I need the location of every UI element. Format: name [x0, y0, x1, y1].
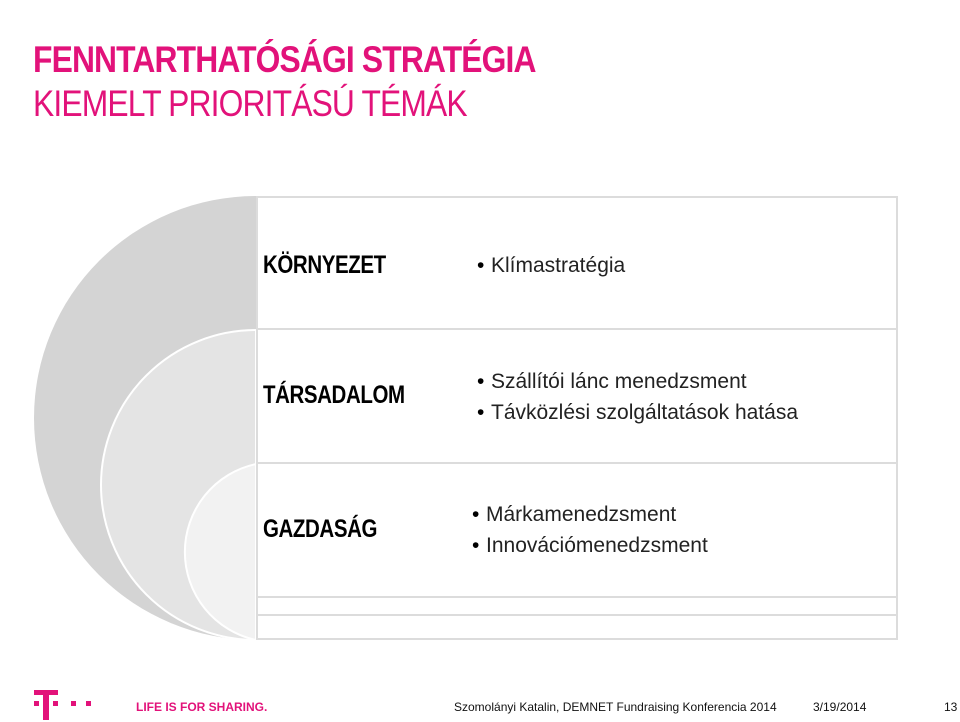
bullet-icon: • [472, 503, 480, 526]
slide-title: FENNTARTHATÓSÁGI STRATÉGIA [33, 39, 536, 80]
bullet-text: Klímastratégia [491, 254, 626, 277]
bullet-icon: • [477, 254, 485, 277]
list-item [477, 397, 798, 428]
slide-subtitle: KIEMELT PRIORITÁSÚ TÉMÁK [33, 83, 467, 124]
panel-empty-1 [256, 596, 898, 616]
page-number: 13 [944, 700, 958, 714]
footer-presenter: Szomolányi Katalin, DEMNET Fundraising Konferencia 2014 [454, 700, 777, 714]
brand-tagline: LIFE IS FOR SHARING. [136, 700, 268, 714]
telekom-t-logo-icon [34, 690, 100, 720]
bullet-icon: • [477, 401, 485, 424]
bullet-list-society [477, 366, 798, 428]
bullet-text: Márkamenedzsment [486, 503, 677, 526]
bullet-list-environment [477, 250, 625, 281]
panel-empty-2 [256, 616, 898, 640]
list-item [477, 250, 625, 281]
list-item [472, 499, 708, 530]
list-item [472, 530, 708, 561]
bullet-text: Szállítói lánc menedzsment [491, 370, 747, 393]
bullet-list-economy [472, 499, 708, 561]
bullet-text: Innovációmenedzsment [486, 534, 708, 557]
category-label-society: TÁRSADALOM [263, 381, 405, 409]
category-label-economy: GAZDASÁG [263, 515, 378, 543]
bullet-icon: • [472, 534, 480, 557]
bullet-icon: • [477, 370, 485, 393]
footer-date: 3/19/2014 [813, 700, 867, 714]
list-item [477, 366, 798, 397]
category-label-environment: KÖRNYEZET [263, 251, 386, 279]
bullet-text: Távközlési szolgáltatások hatása [491, 401, 798, 424]
